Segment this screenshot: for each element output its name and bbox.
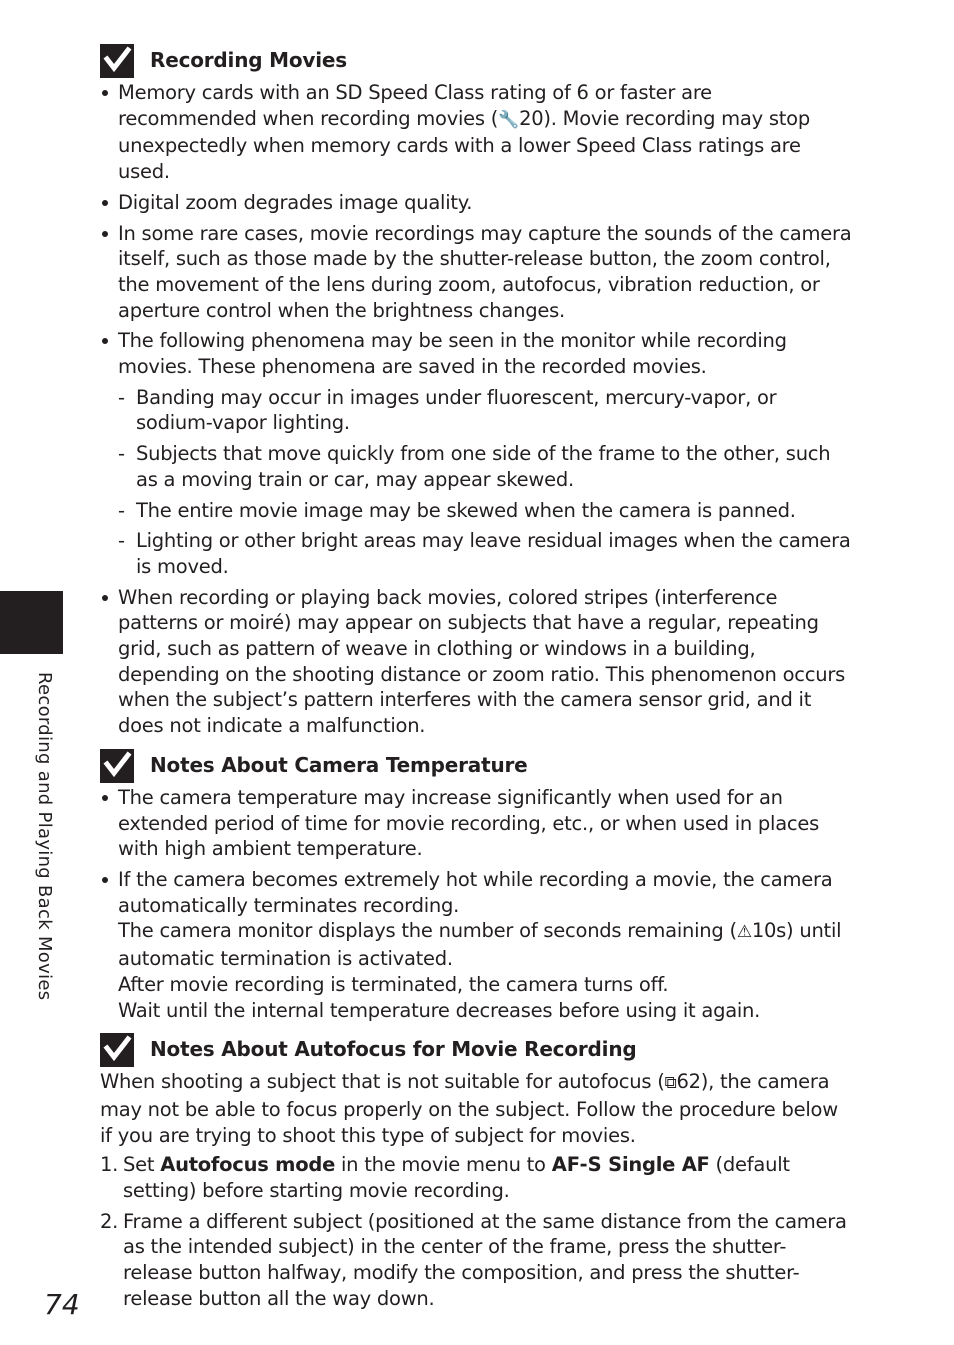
step-list xyxy=(100,1152,852,1311)
text: (default setting) before starting movie recording. xyxy=(123,1153,790,1203)
text: Frame a different subject (positioned at the same distance from the camera as the intended subject) in the center of the frame, press the shutter-release button halfway, modify the composition, and press the shutter-release button all the way down. xyxy=(123,1209,847,1310)
step-number: 2. xyxy=(100,1209,119,1233)
text: The entire movie image may be skewed when the camera is panned. xyxy=(136,498,796,522)
text: When shooting a subject that is not suitable for autofocus ( xyxy=(100,1070,665,1094)
text-line xyxy=(118,918,852,971)
page-content xyxy=(100,44,852,1322)
chapter-tab xyxy=(0,591,63,654)
step-item xyxy=(100,1209,852,1312)
list-item xyxy=(100,585,852,739)
list-item xyxy=(100,221,852,324)
note-check-icon xyxy=(100,749,134,783)
temperature-warning-icon: ⚠ xyxy=(736,922,752,943)
text: The following phenomena may be seen in the monitor while recording movies. These phenomena are saved in the recorded movies. xyxy=(118,329,787,379)
text: The camera monitor displays the number of seconds remaining ( xyxy=(118,919,737,943)
sub-list-item xyxy=(118,385,852,436)
text: Subjects that move quickly from one side of the frame to the other, such as a moving train or car, may appear skewed. xyxy=(136,442,831,491)
sub-list xyxy=(118,385,852,580)
text: 10s) until automatic termination is activated. xyxy=(118,919,842,971)
page-number: 74 xyxy=(44,1288,80,1321)
step-item xyxy=(100,1152,852,1203)
note-check-icon xyxy=(100,1033,134,1067)
section-title: Recording Movies xyxy=(150,48,347,73)
sub-list-item xyxy=(118,528,852,579)
text: Lighting or other bright areas may leave residual images when the camera is moved. xyxy=(136,529,851,578)
section-heading xyxy=(100,44,852,78)
setting-name: Single AF xyxy=(601,1153,710,1177)
chapter-label: Recording and Playing Back Movies xyxy=(34,672,55,1001)
list-item xyxy=(100,867,852,1023)
text: 62), the camera may not be able to focus properly on the subject. Follow the procedure below if you are trying to shoot this type of subject for movies. xyxy=(100,1070,838,1147)
reference-icon: 🔧 xyxy=(498,109,520,130)
section-heading xyxy=(100,749,852,783)
bullet-list xyxy=(100,785,852,1023)
bullet-list xyxy=(100,80,852,739)
text: Memory cards with an SD Speed Class rating of 6 or faster are recommended when recording movies ( xyxy=(118,81,712,130)
note-check-icon xyxy=(100,44,134,78)
af-s-icon: AF-S xyxy=(551,1153,602,1177)
text: 20). Movie recording may stop unexpectedly when memory cards with a lower Speed Class ratings are used. xyxy=(118,106,810,184)
sub-list-item xyxy=(118,498,852,524)
text: Banding may occur in images under fluorescent, mercury-vapor, or sodium-vapor lighting. xyxy=(136,385,777,435)
section-heading xyxy=(100,1033,852,1067)
text: After movie recording is terminated, the camera turns off. xyxy=(118,972,669,996)
section-camera-temperature xyxy=(100,749,852,1023)
list-item xyxy=(100,190,852,216)
menu-option-name: Autofocus mode xyxy=(160,1153,336,1177)
text: The camera temperature may increase significantly when used for an extended period of time for movie recording, etc., or when used in places with high ambient temperature. xyxy=(118,785,820,861)
intro-paragraph xyxy=(100,1069,852,1148)
list-item xyxy=(100,328,852,579)
section-title: Notes About Camera Temperature xyxy=(150,753,528,778)
text: Set xyxy=(123,1153,161,1177)
text: in the movie menu to xyxy=(335,1153,552,1177)
step-number: 1. xyxy=(100,1153,119,1177)
section-autofocus xyxy=(100,1033,852,1311)
text: Digital zoom degrades image quality. xyxy=(118,190,473,214)
list-item xyxy=(100,785,852,862)
section-title: Notes About Autofocus for Movie Recording xyxy=(150,1037,637,1062)
section-recording-movies xyxy=(100,44,852,739)
sub-list-item xyxy=(118,441,852,492)
text: Wait until the internal temperature decreases before using it again. xyxy=(118,998,761,1022)
list-item xyxy=(100,80,852,185)
text: If the camera becomes extremely hot while recording a movie, the camera automatically terminates recording. xyxy=(118,867,833,917)
book-reference-icon: ⧉ xyxy=(664,1073,677,1094)
text: In some rare cases, movie recordings may capture the sounds of the camera itself, such as those made by the shutter-release button, the zoom control, the movement of the lens during zoom, autofocus, vibration reduction, or aperture control when the brightness changes. xyxy=(118,221,852,322)
text: When recording or playing back movies, colored stripes (interference patterns or moiré) may appear on subjects that have a regular, repeating grid, such as pattern of weave in clothing or windows in a building, depending on the shooting distance or zoom ratio. This phenomenon occurs when the subject’s pattern interferes with the camera sensor grid, and it does not indicate a malfunction. xyxy=(118,585,845,738)
